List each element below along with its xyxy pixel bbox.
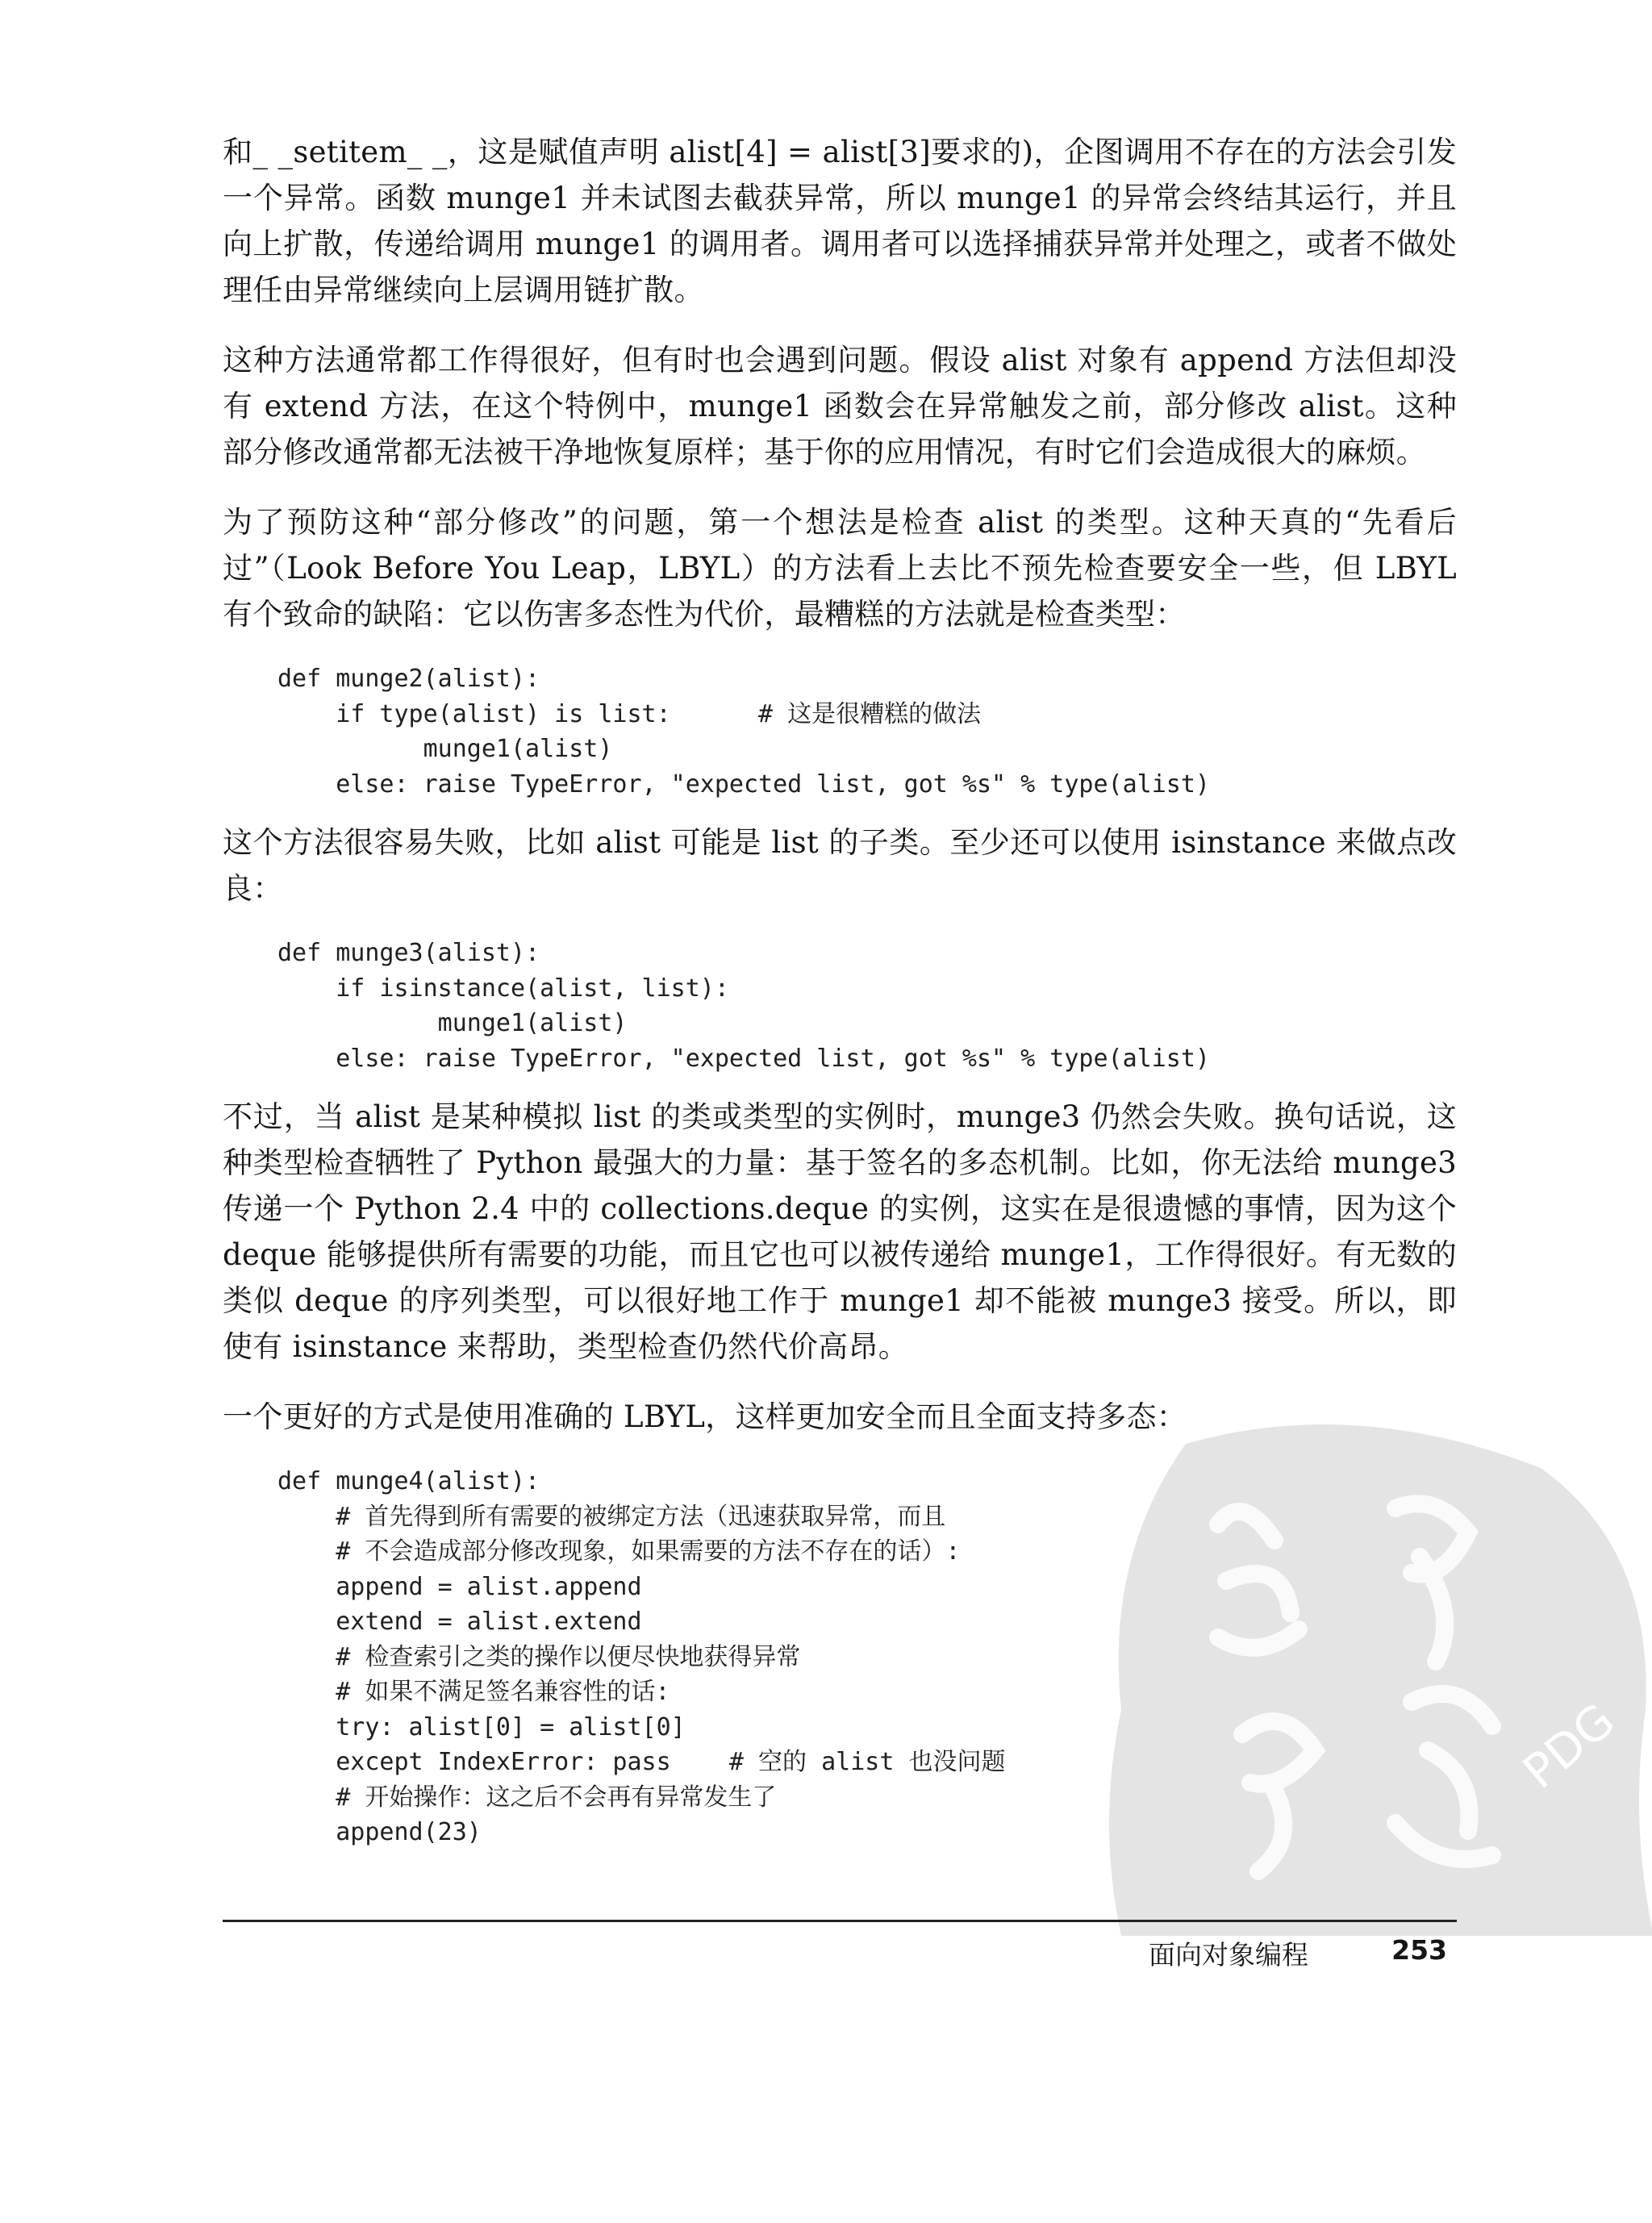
code-line: def munge2(alist):	[277, 665, 540, 693]
page-number: 253	[1391, 1934, 1447, 1966]
code-line: munge1(alist)	[277, 735, 613, 763]
code-line: except IndexError: pass # 空的 alist 也没问题	[277, 1748, 1006, 1776]
code-line: else: raise TypeError, "expected list, got %s" % type(alist)	[277, 1044, 1210, 1073]
paragraph-1: 和_ _setitem_ _，这是赋值声明 alist[4] = alist[3]要求的)，企图调用不存在的方法会引发一个异常。函数 munge1 并未试图去截获异常，所以 munge1 的异常会终结其运行，并且向上扩散，传递给调用 munge1 的调用者。调用者可以选择捕获异常并处理之，或者不做处理任由异常继续向上层调用链扩散。	[223, 135, 1457, 307]
code-line: append = alist.append	[277, 1572, 642, 1601]
footer-rule	[223, 1920, 1457, 1922]
seal-mark: PDG	[1512, 1692, 1625, 1800]
seal-watermark	[1089, 1371, 1652, 1936]
code-line: append(23)	[277, 1818, 482, 1846]
footer-section-title: 面向对象编程	[1149, 1939, 1308, 1971]
code-line: # 首先得到所有需要的被绑定方法（迅速获取异常，而且	[277, 1502, 946, 1531]
code-line: if type(alist) is list: # 这是很糟糕的做法	[277, 699, 982, 728]
code-line: def munge4(alist):	[277, 1467, 540, 1495]
paragraph-2: 这种方法通常都工作得很好，但有时也会遇到问题。假设 alist 对象有 append 方法但却没有 extend 方法，在这个特例中，munge1 函数会在异常触发之前，部分修改 alist。这种部分修改通常都无法被干净地恢复原样；基于你的应用情况，有时它们会造成很大的麻烦。	[223, 343, 1457, 469]
code-line: munge1(alist)	[277, 1009, 628, 1037]
code-line: # 开始操作：这之后不会再有异常发生了	[277, 1783, 777, 1812]
code-line: else: raise TypeError, "expected list, got %s" % type(alist)	[277, 770, 1210, 799]
code-line: # 不会造成部分修改现象，如果需要的方法不存在的话）:	[277, 1537, 961, 1566]
code-line: if isinstance(alist, list):	[277, 974, 729, 1003]
paragraph-4: 这个方法很容易失败，比如 alist 可能是 list 的子类。至少还可以使用 isinstance 来做点改良：	[223, 825, 1457, 906]
code-block-munge3	[223, 936, 1457, 1076]
code-line: # 检查索引之类的操作以便尽快地获得异常	[277, 1642, 801, 1671]
code-block-munge2	[223, 661, 1457, 802]
seal-shape	[1109, 1424, 1652, 1936]
code-line: extend = alist.extend	[277, 1608, 642, 1636]
code-line: # 如果不满足签名兼容性的话:	[277, 1678, 670, 1706]
code-line: def munge3(alist):	[277, 939, 540, 967]
paragraph-5: 不过，当 alist 是某种模拟 list 的类或类型的实例时，munge3 仍然会失败。换句话说，这种类型检查牺牲了 Python 最强大的力量：基于签名的多态机制。比如，你无法给 munge3 传递一个 Python 2.4 中的 collections.deque 的实例，这实在是很遗憾的事情，因为这个 deque 能够提供所有需要的功能，而且它也可以被传递给 munge1，工作得很好。有无数的类似 deque 的序列类型，可以很好地工作于 munge1 却不能被 munge3 接受。所以，即使有 isinstance 来帮助，类型检查仍然代价高昂。	[223, 1099, 1457, 1364]
paragraph-6: 一个更好的方式是使用准确的 LBYL，这样更加安全而且全面支持多态：	[223, 1399, 1187, 1434]
code-line: try: alist[0] = alist[0]	[277, 1712, 686, 1741]
paragraph-3: 为了预防这种“部分修改”的问题，第一个想法是检查 alist 的类型。这种天真的“先看后过”（Look Before You Leap，LBYL）的方法看上去比不预先检查要安全一些，但 LBYL 有个致命的缺陷：它以伤害多态性为代价，最糟糕的方法就是检查类型：	[223, 505, 1457, 632]
